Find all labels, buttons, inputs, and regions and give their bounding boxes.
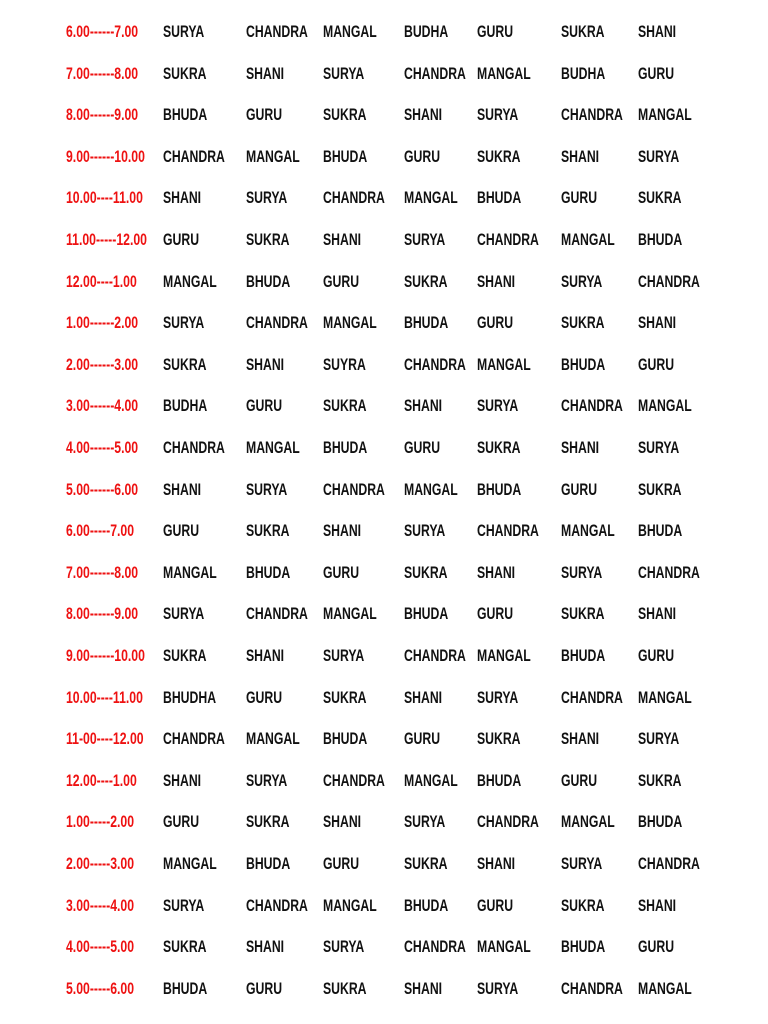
planet-cell: SUKRA [323, 105, 367, 125]
table-row [0, 100, 768, 130]
planet-cell: MANGAL [638, 396, 692, 416]
table-row [0, 225, 768, 255]
planet-cell: CHANDRA [323, 479, 385, 499]
planet-cell: SHANI [246, 354, 285, 374]
planet-cell: GURU [477, 22, 514, 41]
time-slot: 12.00----1.00 [66, 271, 137, 291]
planet-cell: SHANI [404, 687, 443, 707]
planet-cell: GURU [638, 63, 675, 83]
planet-cell: GURU [246, 978, 283, 998]
planet-cell: SURYA [246, 188, 288, 208]
planet-cell: SUKRA [323, 687, 367, 707]
planet-cell: MANGAL [477, 63, 531, 83]
planet-cell: SUKRA [638, 479, 682, 499]
planet-cell: GURU [323, 271, 360, 291]
planet-cell: CHANDRA [246, 313, 308, 333]
planet-cell: SHANI [404, 978, 443, 998]
planet-cell: CHANDRA [246, 604, 308, 624]
planet-cell: CHANDRA [561, 687, 623, 707]
planet-cell: SURYA [638, 146, 680, 166]
planet-cell: BHUDA [477, 479, 522, 499]
table-row [0, 641, 768, 671]
time-slot: 4.00------5.00 [66, 438, 139, 457]
planet-cell: SURYA [477, 105, 519, 125]
table-row [0, 350, 768, 380]
planet-cell: SUKRA [246, 230, 290, 249]
planet-cell: GURU [163, 230, 200, 249]
planet-cell: BHUDA [477, 770, 522, 790]
time-slot: 9.00------10.00 [66, 646, 145, 665]
planet-cell: SUKRA [163, 354, 207, 374]
planet-cell: BHUDA [323, 729, 368, 749]
planet-cell: GURU [638, 937, 675, 957]
planet-cell: SHANI [477, 562, 516, 582]
planet-cell: SHANI [638, 22, 677, 41]
planet-cell: BHUDA [404, 895, 449, 915]
planet-cell: BHUDA [404, 604, 449, 624]
planet-cell: SHANI [246, 646, 285, 665]
planet-cell: GURU [246, 396, 283, 416]
planet-cell: SHANI [163, 479, 202, 499]
planet-cell: SHANI [323, 230, 362, 249]
planet-cell: SUKRA [561, 604, 605, 624]
planet-cell: SURYA [246, 770, 288, 790]
planet-cell: BHUDA [323, 438, 368, 457]
planet-cell: SUKRA [404, 562, 448, 582]
planet-cell: MANGAL [561, 230, 615, 249]
planet-cell: GURU [163, 812, 200, 832]
planet-cell: SHANI [163, 188, 202, 208]
planet-cell: SURYA [163, 895, 205, 915]
planet-cell: SHANI [163, 770, 202, 790]
planet-cell: SUKRA [561, 313, 605, 333]
planet-cell: SURYA [246, 479, 288, 499]
table-row [0, 267, 768, 297]
time-slot: 7.00------8.00 [66, 63, 139, 83]
planet-cell: BHUDA [638, 230, 683, 249]
planet-cell: CHANDRA [638, 854, 700, 873]
planet-cell: SURYA [477, 687, 519, 707]
planet-cell: MANGAL [323, 313, 377, 333]
planet-cell: SURYA [477, 396, 519, 416]
planet-cell: CHANDRA [404, 354, 466, 374]
planet-cell: GURU [246, 687, 283, 707]
planet-cell: SURYA [404, 812, 446, 832]
planet-cell: CHANDRA [404, 646, 466, 665]
time-slot: 5.00-----6.00 [66, 978, 135, 998]
table-row [0, 475, 768, 505]
table-row [0, 391, 768, 421]
planet-cell: CHANDRA [477, 812, 539, 832]
planet-cell: SUYRA [323, 354, 366, 374]
planet-cell: CHANDRA [638, 562, 700, 582]
planet-cell: GURU [323, 854, 360, 873]
planet-cell: SUKRA [477, 438, 521, 457]
planet-cell: GURU [246, 105, 283, 125]
planet-cell: GURU [561, 479, 598, 499]
planet-cell: CHANDRA [477, 521, 539, 541]
planet-cell: SUKRA [404, 854, 448, 873]
planet-cell: GURU [561, 188, 598, 208]
planet-cell: CHANDRA [246, 22, 308, 41]
planet-cell: CHANDRA [323, 188, 385, 208]
table-row [0, 766, 768, 796]
planet-cell: SUKRA [477, 729, 521, 749]
planet-cell: CHANDRA [477, 230, 539, 249]
planet-cell: MANGAL [638, 687, 692, 707]
table-row [0, 849, 768, 879]
planet-cell: MANGAL [163, 271, 217, 291]
planet-cell: SHANI [638, 313, 677, 333]
planet-cell: SUKRA [163, 646, 207, 665]
time-slot: 2.00------3.00 [66, 354, 139, 374]
planet-cell: MANGAL [561, 812, 615, 832]
time-slot: 8.00------9.00 [66, 604, 139, 624]
planet-cell: SUKRA [638, 770, 682, 790]
table-row [0, 142, 768, 172]
planet-cell: CHANDRA [561, 978, 623, 998]
planet-cell: CHANDRA [323, 770, 385, 790]
planet-cell: GURU [404, 146, 441, 166]
planet-cell: CHANDRA [163, 438, 225, 457]
planet-cell: BHUDA [246, 854, 291, 873]
planet-cell: SHANI [638, 895, 677, 915]
table-row [0, 974, 768, 1004]
planet-cell: MANGAL [323, 604, 377, 624]
planet-cell: MANGAL [477, 354, 531, 374]
planet-cell: BUDHA [163, 396, 208, 416]
planet-cell: CHANDRA [163, 146, 225, 166]
planet-cell: GURU [163, 521, 200, 541]
planet-cell: SURYA [163, 22, 205, 41]
planet-cell: SUKRA [638, 188, 682, 208]
planet-cell: BHUDA [163, 105, 208, 125]
time-slot: 3.00------4.00 [66, 396, 139, 416]
planet-cell: SUKRA [246, 521, 290, 541]
planet-cell: SUKRA [246, 812, 290, 832]
planet-cell: GURU [404, 438, 441, 457]
planet-cell: BUDHA [561, 63, 606, 83]
planet-cell: SURYA [561, 271, 603, 291]
planet-cell: MANGAL [323, 22, 377, 41]
time-slot: 1.00------2.00 [66, 313, 139, 333]
table-row [0, 807, 768, 837]
time-slot: 3.00-----4.00 [66, 895, 135, 915]
planet-cell: BHUDA [638, 521, 683, 541]
planet-cell: MANGAL [638, 105, 692, 125]
planet-cell: GURU [561, 770, 598, 790]
planet-cell: MANGAL [163, 854, 217, 873]
planet-cell: SURYA [561, 854, 603, 873]
planet-cell: MANGAL [477, 937, 531, 957]
time-slot: 1.00-----2.00 [66, 812, 135, 832]
planet-cell: SHANI [246, 937, 285, 957]
planet-cell: SURYA [404, 230, 446, 249]
table-row [0, 59, 768, 89]
planet-cell: SUKRA [404, 271, 448, 291]
time-slot: 2.00-----3.00 [66, 854, 135, 873]
planet-cell: BHUDA [323, 146, 368, 166]
table-row [0, 558, 768, 588]
planet-cell: SUKRA [561, 22, 605, 41]
planet-cell: CHANDRA [246, 895, 308, 915]
planet-cell: BHUDA [246, 271, 291, 291]
planet-cell: SURYA [323, 646, 365, 665]
planet-cell: SURYA [561, 562, 603, 582]
planet-cell: BUDHA [404, 22, 449, 41]
planet-cell: BHUDA [246, 562, 291, 582]
time-slot: 12.00----1.00 [66, 770, 137, 790]
planet-cell: BHUDA [404, 313, 449, 333]
planet-cell: BHUDA [477, 188, 522, 208]
planet-cell: SUKRA [163, 937, 207, 957]
planet-cell: SHANI [561, 146, 600, 166]
planet-cell: BHUDA [561, 646, 606, 665]
planet-cell: SHANI [404, 396, 443, 416]
planet-cell: SUKRA [561, 895, 605, 915]
planet-cell: SHANI [477, 271, 516, 291]
table-row [0, 516, 768, 546]
planet-cell: SURYA [163, 604, 205, 624]
time-slot: 6.00------7.00 [66, 22, 139, 41]
planet-cell: MANGAL [246, 729, 300, 749]
planet-cell: MANGAL [323, 895, 377, 915]
planet-cell: BHUDHA [163, 687, 217, 707]
planet-cell: SURYA [638, 729, 680, 749]
planet-cell: SURYA [323, 63, 365, 83]
planet-cell: GURU [477, 313, 514, 333]
planet-cell: GURU [477, 604, 514, 624]
planet-cell: BHUDA [561, 937, 606, 957]
time-slot: 9.00------10.00 [66, 146, 145, 166]
time-slot: 7.00------8.00 [66, 562, 139, 582]
planet-cell: SURYA [323, 937, 365, 957]
planet-cell: CHANDRA [404, 937, 466, 957]
planet-cell: SURYA [477, 978, 519, 998]
planet-cell: SHANI [404, 105, 443, 125]
time-slot: 10.00----11.00 [66, 188, 143, 208]
planet-cell: GURU [404, 729, 441, 749]
planet-cell: GURU [638, 354, 675, 374]
planet-cell: CHANDRA [561, 396, 623, 416]
planet-cell: SHANI [477, 854, 516, 873]
time-slot: 10.00----11.00 [66, 687, 143, 707]
table-row [0, 17, 768, 47]
table-row [0, 183, 768, 213]
planet-cell: SHANI [561, 438, 600, 457]
time-slot: 11.00-----12.00 [66, 230, 147, 249]
planet-cell: CHANDRA [163, 729, 225, 749]
planet-cell: SHANI [561, 729, 600, 749]
planet-cell: BHUDA [163, 978, 208, 998]
planet-cell: CHANDRA [638, 271, 700, 291]
planet-cell: BHUDA [561, 354, 606, 374]
planet-cell: BHUDA [638, 812, 683, 832]
planet-cell: MANGAL [404, 770, 458, 790]
time-slot: 5.00------6.00 [66, 479, 139, 499]
planet-cell: SHANI [246, 63, 285, 83]
planet-cell: MANGAL [246, 146, 300, 166]
time-slot: 8.00------9.00 [66, 105, 139, 125]
time-slot: 4.00-----5.00 [66, 937, 135, 957]
planet-cell: CHANDRA [561, 105, 623, 125]
table-row [0, 891, 768, 921]
planet-cell: MANGAL [561, 521, 615, 541]
table-row [0, 599, 768, 629]
planet-cell: SURYA [638, 438, 680, 457]
planet-cell: MANGAL [246, 438, 300, 457]
planet-cell: SUKRA [477, 146, 521, 166]
planet-cell: SHANI [323, 521, 362, 541]
planet-cell: SUKRA [323, 978, 367, 998]
table-row [0, 433, 768, 463]
planet-cell: GURU [323, 562, 360, 582]
time-slot: 11-00----12.00 [66, 729, 144, 749]
table-row [0, 724, 768, 754]
time-slot: 6.00-----7.00 [66, 521, 135, 541]
planet-cell: GURU [638, 646, 675, 665]
planet-cell: SURYA [163, 313, 205, 333]
planet-cell: GURU [477, 895, 514, 915]
planet-cell: MANGAL [163, 562, 217, 582]
planet-cell: MANGAL [638, 978, 692, 998]
planet-cell: SUKRA [163, 63, 207, 83]
table-row [0, 932, 768, 962]
planet-cell: MANGAL [404, 479, 458, 499]
planet-cell: MANGAL [477, 646, 531, 665]
table-row [0, 308, 768, 338]
planet-cell: SURYA [404, 521, 446, 541]
planet-cell: SHANI [323, 812, 362, 832]
planet-cell: SUKRA [323, 396, 367, 416]
table-row [0, 683, 768, 713]
planet-cell: CHANDRA [404, 63, 466, 83]
planet-cell: SHANI [638, 604, 677, 624]
planet-cell: MANGAL [404, 188, 458, 208]
